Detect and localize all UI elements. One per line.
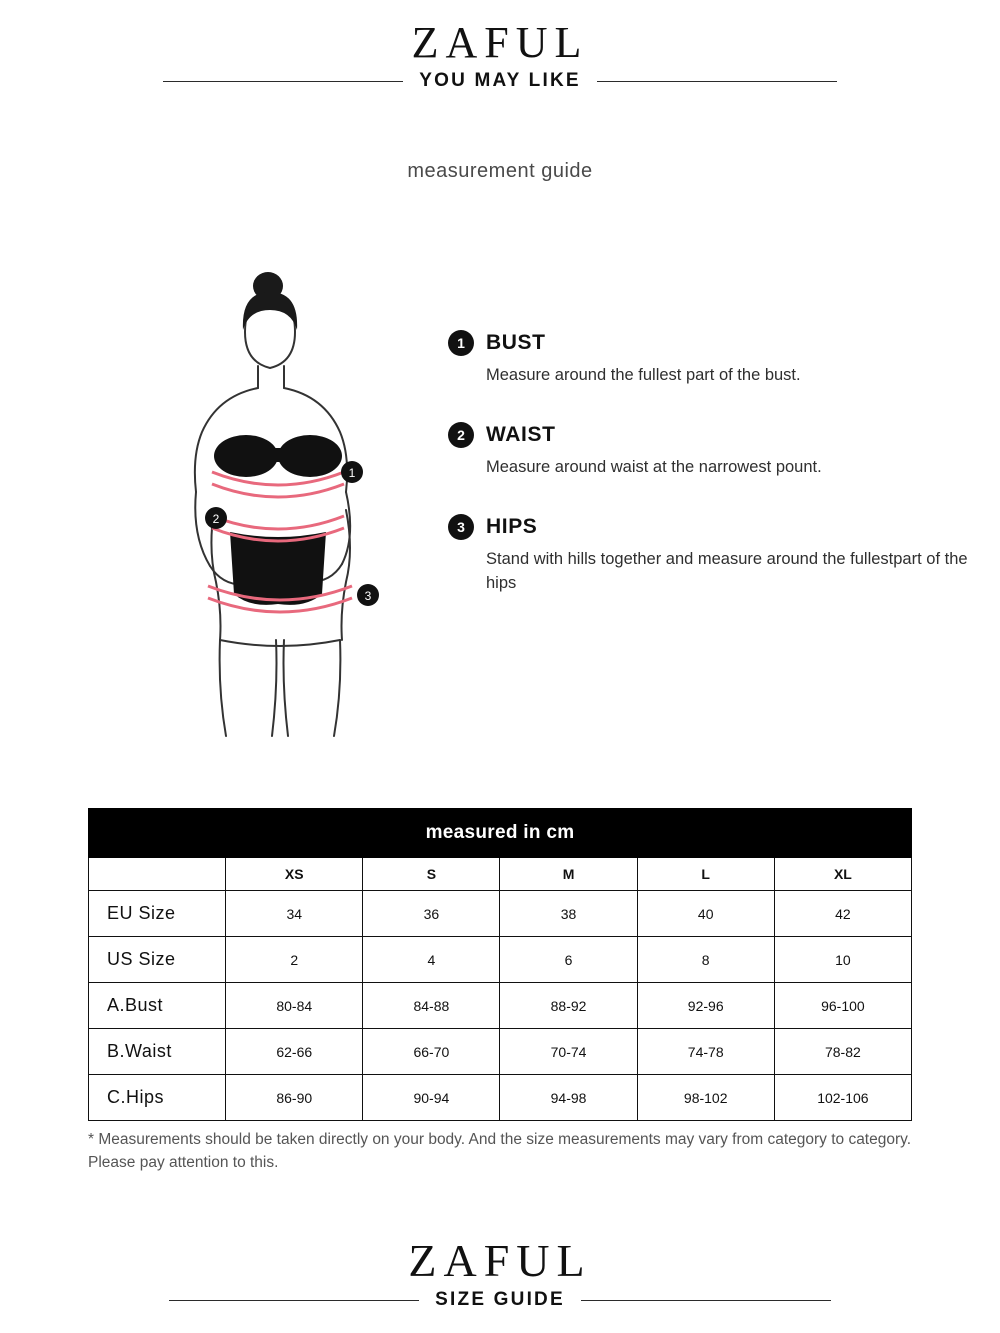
brand-footer [0,1234,1000,1311]
brand-rule-right-top [597,81,837,82]
brand-tagline-row-bottom [0,1289,1000,1311]
table-header-row [89,858,912,891]
table-row [89,983,912,1029]
badge-number-2: 2 [448,422,474,448]
svg-text:3: 3 [364,589,372,603]
legend-label-hips: HIPS [486,514,538,538]
brand-rule-left-bottom [169,1300,419,1301]
row-label-us-size: US Size [89,937,226,983]
figure-marker-3 [357,584,379,606]
svg-text:2: 2 [212,512,220,526]
figure-marker-1 [341,461,363,483]
measurement-note: * Measurements should be taken directly on your body. And the size measurements may vary from category to category. Please pay attention to this. [88,1131,912,1172]
legend-label-bust: BUST [486,331,546,354]
cell-eu-m: 38 [500,891,637,937]
cell-eu-s: 36 [363,891,500,937]
cell-eu-xs: 34 [226,891,363,937]
brand-tagline-top: YOU MAY LIKE [419,70,581,92]
legend-item-waist [448,422,968,480]
header-cell-l: L [637,858,774,891]
header-cell-blank [89,858,226,891]
legend-label-waist: WAIST [486,422,556,446]
table-row [89,1075,912,1121]
header-cell-s: S [363,858,500,891]
legend-head-hips [448,514,968,540]
brand-tagline-bottom: SIZE GUIDE [435,1289,565,1310]
cell-bust-xs: 80-84 [226,983,363,1029]
cell-waist-xl: 78-82 [774,1029,911,1075]
cell-waist-m: 70-74 [500,1029,637,1075]
row-label-eu-size: EU Size [89,891,226,937]
header-cell-m: M [500,858,637,891]
legend-item-hips [448,514,968,596]
figure-marker-2 [205,507,227,529]
legend-desc-waist: Measure around waist at the narrowest pount. [486,457,822,476]
swim-bottom-shape [230,532,326,605]
swim-top-shape [214,435,342,477]
table-row [89,891,912,937]
row-label-bust: A.Bust [89,983,226,1029]
cell-eu-xl: 42 [774,891,911,937]
cell-waist-l: 74-78 [637,1029,774,1075]
cell-hips-m: 94-98 [500,1075,637,1121]
table-title-row [89,809,912,858]
measurement-legend [448,330,968,630]
size-table-wrapper [88,808,912,1121]
cell-us-m: 6 [500,937,637,983]
cell-bust-m: 88-92 [500,983,637,1029]
brand-rule-right-bottom [581,1300,831,1301]
table-title: measured in cm [89,809,912,858]
cell-bust-s: 84-88 [363,983,500,1029]
cell-eu-l: 40 [637,891,774,937]
measurement-guide-title: measurement guide [407,160,593,182]
cell-us-xl: 10 [774,937,911,983]
cell-us-xs: 2 [226,937,363,983]
legend-desc-hips: Stand with hills together and measure around the fullestpart of the hips [486,549,968,592]
brand-header [0,20,1000,92]
row-label-waist: B.Waist [89,1029,226,1075]
legend-head-waist [448,422,968,448]
brand-tagline-row-top [0,70,1000,92]
badge-number-3: 3 [448,514,474,540]
header-cell-xl: XL [774,858,911,891]
cell-bust-l: 92-96 [637,983,774,1029]
cell-us-s: 4 [363,937,500,983]
cell-waist-s: 66-70 [363,1029,500,1075]
legend-desc-bust: Measure around the fullest part of the bust. [486,366,801,384]
table-row [89,1029,912,1075]
row-label-hips: C.Hips [89,1075,226,1121]
cell-hips-xs: 86-90 [226,1075,363,1121]
cell-hips-s: 90-94 [363,1075,500,1121]
brand-name-top: ZAFUL [411,18,589,67]
cell-hips-xl: 102-106 [774,1075,911,1121]
cell-us-l: 8 [637,937,774,983]
body-figure-svg [150,260,470,760]
legend-head-bust [448,330,968,356]
brand-rule-left-top [163,81,403,82]
body-figure-illustration [150,260,470,760]
brand-name-bottom: ZAFUL [408,1234,592,1286]
size-table [88,808,912,1121]
legend-item-bust [448,330,968,388]
cell-hips-l: 98-102 [637,1075,774,1121]
header-cell-xs: XS [226,858,363,891]
cell-waist-xs: 62-66 [226,1029,363,1075]
table-row [89,937,912,983]
cell-bust-xl: 96-100 [774,983,911,1029]
svg-text:1: 1 [348,466,356,480]
badge-number-1: 1 [448,330,474,356]
